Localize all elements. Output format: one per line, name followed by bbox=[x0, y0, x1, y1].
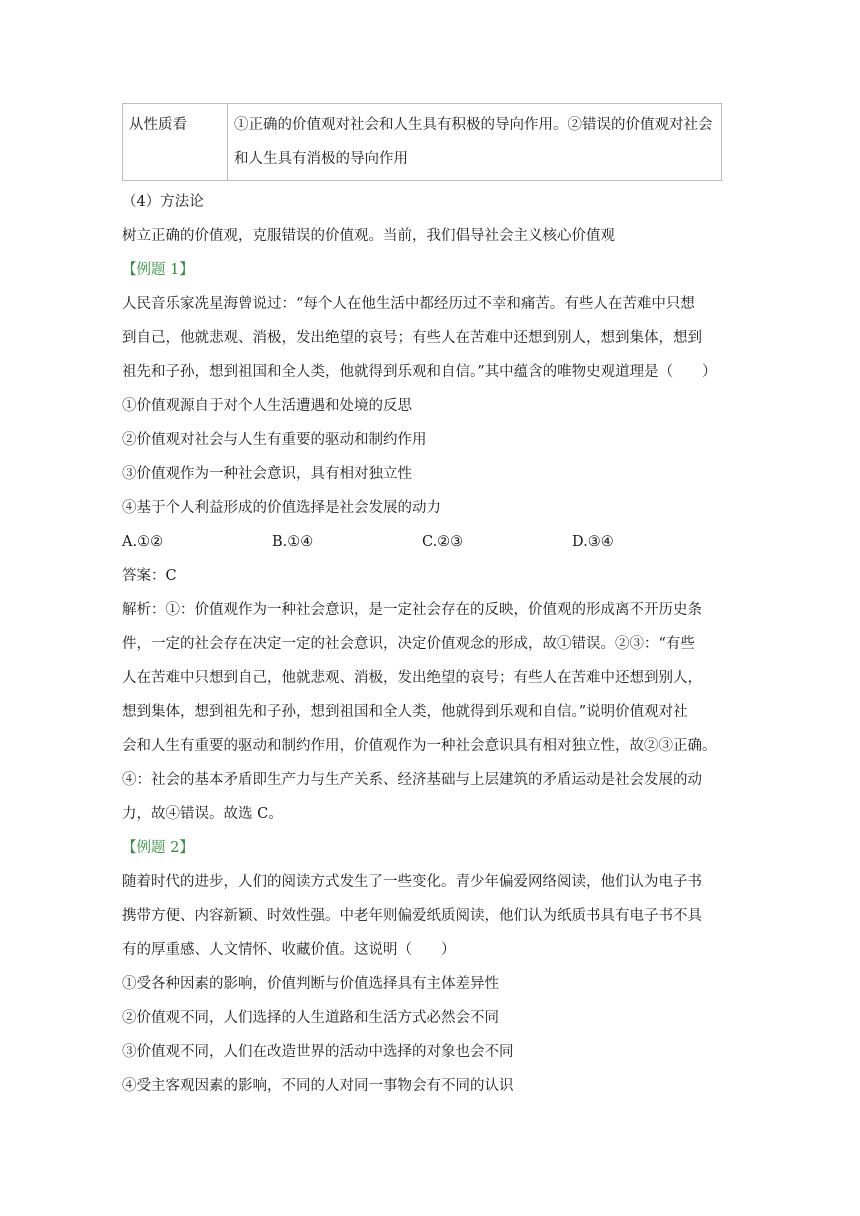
list-item: ①价值观源自于对个人生活遭遇和处境的反思 bbox=[122, 398, 412, 414]
list-item: ④受主客观因素的影响，不同的人对同一事物会有不同的认识 bbox=[122, 1078, 514, 1094]
example-1-stem bbox=[122, 287, 722, 389]
list-item: ④基于个人利益形成的价值选择是社会发展的动力 bbox=[122, 500, 441, 516]
example-1-analysis bbox=[122, 593, 722, 831]
analysis-line: ④：社会的基本矛盾即生产力与生产关系、经济基础与上层建筑的矛盾运动是社会发展的动 bbox=[122, 772, 702, 788]
section-text: 树立正确的价值观，克服错误的价值观。当前，我们倡导社会主义核心价值观 bbox=[122, 228, 615, 244]
list-item: ①受各种因素的影响，价值判断与价值选择具有主体差异性 bbox=[122, 976, 499, 992]
option-d: D.③④ bbox=[572, 534, 614, 550]
stem-line: 有的厚重感、人文情怀、收藏价值。这说明（ ） bbox=[122, 942, 456, 958]
example-1-items bbox=[122, 389, 722, 525]
example-2-stem bbox=[122, 865, 722, 967]
analysis-line: 件，一定的社会存在决定一定的社会意识，决定价值观念的形成，故①错误。②③：“有些 bbox=[122, 636, 695, 652]
stem-line: 随着时代的进步，人们的阅读方式发生了一些变化。青少年偏爱网络阅读，他们认为电子书 bbox=[122, 874, 702, 890]
list-item: ③价值观不同，人们在改造世界的活动中选择的对象也会不同 bbox=[122, 1044, 514, 1060]
analysis-line: 人在苦难中只想到自己，他就悲观、消极，发出绝望的哀号；有些人在苦难中还想到别人， bbox=[122, 670, 702, 686]
example-2-label: 【例题 2】 bbox=[122, 840, 194, 856]
stem-line: 人民音乐家冼星海曾说过：“每个人在他生活中都经历过不幸和痛苦。有些人在苦难中只想 bbox=[122, 296, 695, 312]
value-nature-table bbox=[122, 103, 722, 181]
analysis-line: 解析：①：价值观作为一种社会意识，是一定社会存在的反映，价值观的形成离不开历史条 bbox=[122, 602, 702, 618]
table-row bbox=[123, 104, 722, 181]
table-row-label: 从性质看 bbox=[123, 104, 228, 181]
analysis-line: 力，故④错误。故选 C。 bbox=[122, 806, 283, 822]
example-1-answer: 答案：C bbox=[122, 568, 177, 584]
stem-line: 祖先和子孙，想到祖国和全人类，他就得到乐观和自信。”其中蕴含的唯物史观道理是（ ） bbox=[122, 364, 717, 380]
list-item: ②价值观不同，人们选择的人生道路和生活方式必然会不同 bbox=[122, 1010, 499, 1026]
list-item: ③价值观作为一种社会意识，具有相对独立性 bbox=[122, 466, 412, 482]
table-row-text: ①正确的价值观对社会和人生具有积极的导向作用。②错误的价值观对社会和人生具有消极的导向作用 bbox=[228, 104, 722, 181]
option-c: C.②③ bbox=[422, 534, 464, 550]
option-a: A.①② bbox=[122, 534, 164, 550]
stem-line: 到自己，他就悲观、消极，发出绝望的哀号；有些人在苦难中还想到别人，想到集体，想到 bbox=[122, 330, 702, 346]
analysis-line: 会和人生有重要的驱动和制约作用，价值观作为一种社会意识具有相对独立性，故②③正确。 bbox=[122, 738, 717, 754]
section-heading: （4）方法论 bbox=[122, 194, 204, 210]
page-content bbox=[122, 103, 722, 1103]
example-2-items bbox=[122, 967, 722, 1103]
option-b: B.①④ bbox=[272, 534, 314, 550]
example-1-options bbox=[122, 525, 722, 559]
list-item: ②价值观对社会与人生有重要的驱动和制约作用 bbox=[122, 432, 427, 448]
analysis-line: 想到集体，想到祖先和子孙，想到祖国和全人类，他就得到乐观和自信。”说明价值观对社 bbox=[122, 704, 688, 720]
stem-line: 携带方便、内容新颖、时效性强。中老年则偏爱纸质阅读，他们认为纸质书具有电子书不具 bbox=[122, 908, 702, 924]
example-1-label: 【例题 1】 bbox=[122, 262, 194, 278]
